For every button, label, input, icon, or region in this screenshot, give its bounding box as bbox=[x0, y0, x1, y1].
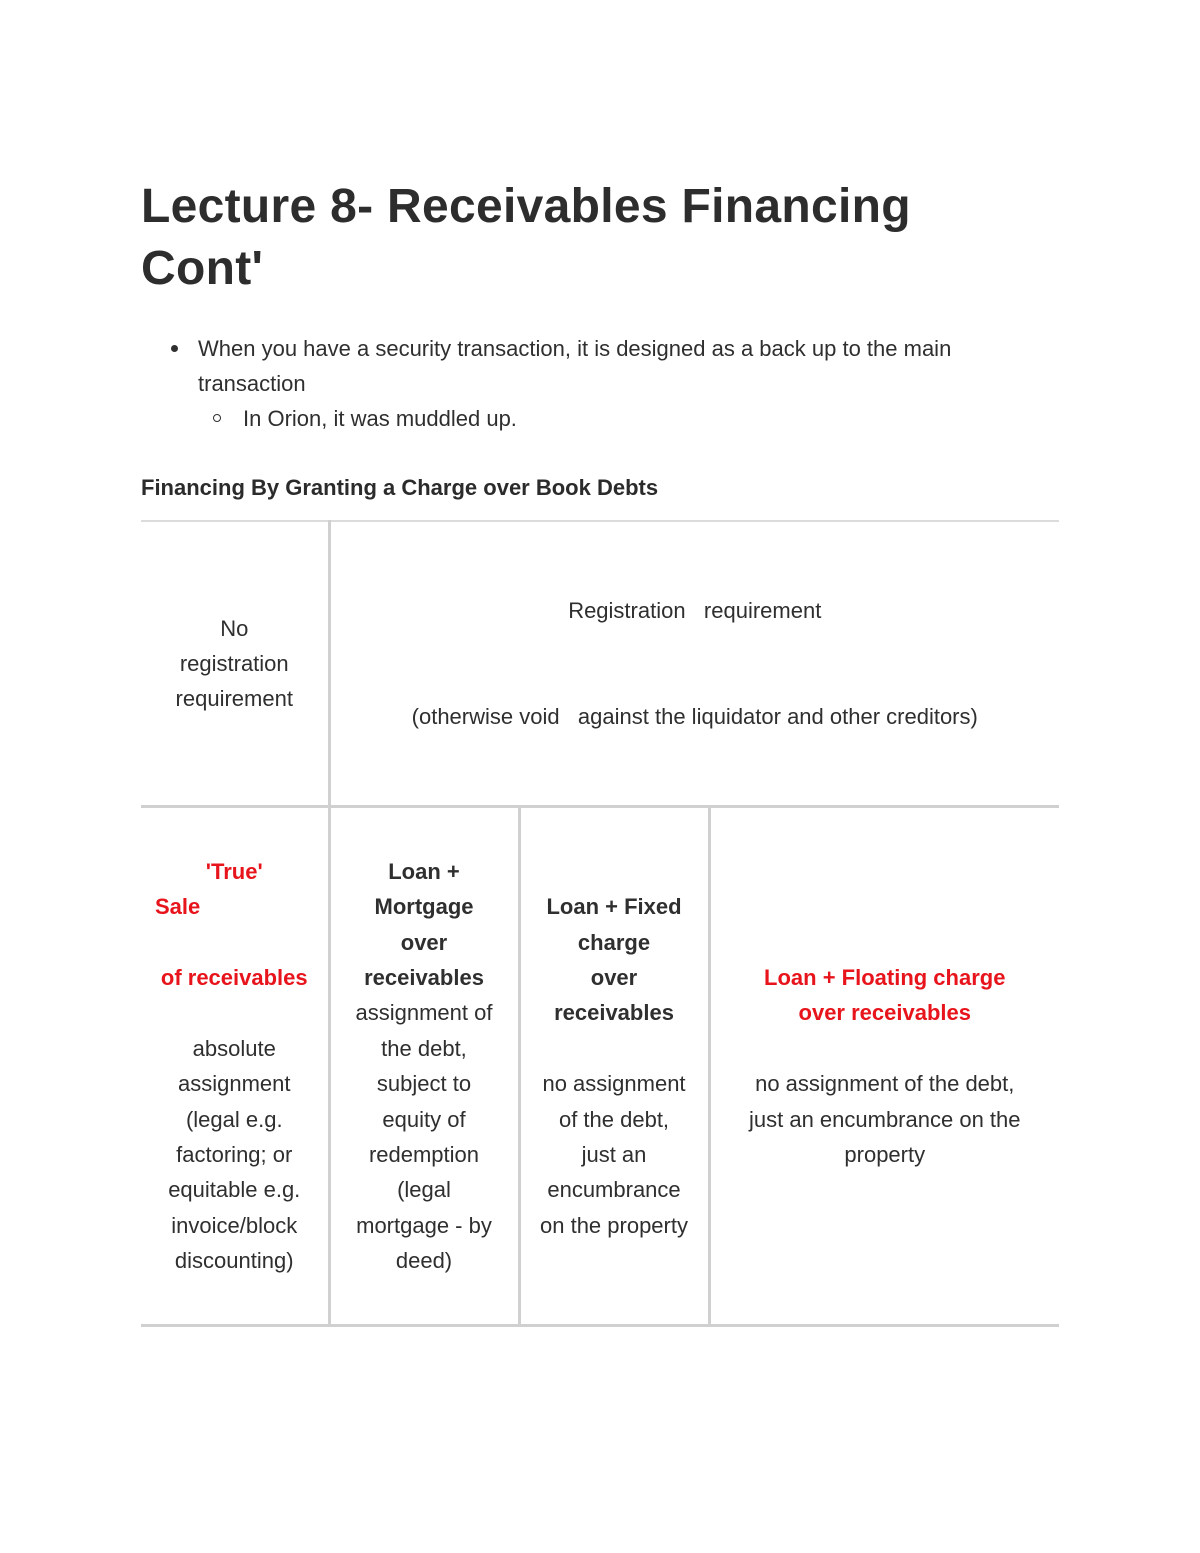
cell-title-line: Loan + Floating charge bbox=[764, 965, 1006, 991]
cell-text-line: discounting) bbox=[174, 1248, 294, 1274]
cell-text-line: invoice/block bbox=[171, 1212, 298, 1238]
cell-title-line: receivables bbox=[554, 1000, 674, 1026]
cell-text-line: of the debt, bbox=[558, 1106, 670, 1132]
spacer bbox=[527, 1031, 702, 1066]
cell-loan-floating-charge bbox=[709, 807, 1059, 1326]
cell-title-line: 'True' bbox=[205, 858, 263, 884]
spacer bbox=[147, 925, 322, 960]
cell-title-line: Sale bbox=[155, 894, 201, 920]
cell-text-line: on the property bbox=[540, 1212, 688, 1238]
header-line: registration bbox=[179, 650, 289, 676]
cell-text-line: encumbrance bbox=[547, 1177, 681, 1203]
header-line: (otherwise void against the liquidator and other creditors) bbox=[411, 704, 978, 730]
cell-text-line: assignment of bbox=[355, 1000, 493, 1026]
cell-title-line: receivables bbox=[364, 965, 484, 991]
cell-text-line: no assignment bbox=[542, 1071, 686, 1097]
cell-text-line: assignment bbox=[177, 1071, 291, 1097]
header-no-registration bbox=[141, 521, 329, 807]
cell-loan-mortgage bbox=[329, 807, 519, 1326]
header-line: requirement bbox=[175, 686, 293, 712]
sub-list-item-text: In Orion, it was muddled up. bbox=[243, 406, 517, 431]
cell-title-line: Loan + bbox=[388, 858, 460, 884]
bullet-list bbox=[165, 331, 1045, 436]
header-line: No bbox=[220, 615, 249, 641]
cell-title-line: over bbox=[400, 929, 448, 955]
cell-title-line: Loan + Fixed bbox=[546, 894, 682, 920]
cell-title-line: Mortgage bbox=[374, 894, 474, 920]
cell-text-line: just an encumbrance on the bbox=[748, 1106, 1021, 1132]
cell-text-line: absolute bbox=[192, 1035, 276, 1061]
spacer bbox=[717, 1031, 1054, 1066]
cell-title-line: over bbox=[590, 965, 638, 991]
table-row bbox=[141, 807, 1059, 1326]
cell-text-line: the debt, bbox=[381, 1035, 467, 1061]
cell-text-line: (legal bbox=[397, 1177, 451, 1203]
cell-loan-fixed-charge bbox=[519, 807, 709, 1326]
list-item bbox=[165, 331, 1045, 436]
financing-table bbox=[141, 520, 1059, 1327]
cell-title-line: of receivables bbox=[160, 965, 308, 991]
cell-text-line: property bbox=[844, 1142, 926, 1168]
cell-text-line: (legal e.g. bbox=[185, 1106, 283, 1132]
sub-list bbox=[198, 401, 1045, 436]
header-registration bbox=[329, 521, 1059, 807]
cell-text-line: redemption bbox=[368, 1142, 480, 1168]
header-line: Registration requirement bbox=[568, 597, 822, 623]
cell-text-line: equitable e.g. bbox=[168, 1177, 301, 1203]
cell-text-line: just an bbox=[581, 1142, 647, 1168]
cell-text-line: factoring; or bbox=[176, 1142, 293, 1168]
sub-list-item bbox=[198, 401, 1045, 436]
bullet-dot-icon bbox=[171, 345, 178, 352]
table-header-row bbox=[141, 521, 1059, 807]
bullet-circle-icon bbox=[213, 414, 221, 422]
cell-title-line: over receivables bbox=[798, 1000, 971, 1026]
spacer bbox=[147, 995, 322, 1030]
section-heading: Financing By Granting a Charge over Book Debts bbox=[141, 475, 659, 500]
list-item-text: When you have a security transaction, it is designed as a back up to the main transaction bbox=[198, 336, 952, 396]
cell-text-line: mortgage - by bbox=[356, 1212, 492, 1238]
page-title: Lecture 8- Receivables Financing Cont' bbox=[141, 180, 911, 295]
cell-text-line: no assignment of the debt, bbox=[755, 1071, 1015, 1097]
cell-true-sale bbox=[141, 807, 329, 1326]
cell-title-line: charge bbox=[577, 929, 651, 955]
cell-text-line: equity of bbox=[382, 1106, 466, 1132]
cell-text-line: deed) bbox=[395, 1248, 453, 1274]
cell-text-line: subject to bbox=[376, 1071, 472, 1097]
